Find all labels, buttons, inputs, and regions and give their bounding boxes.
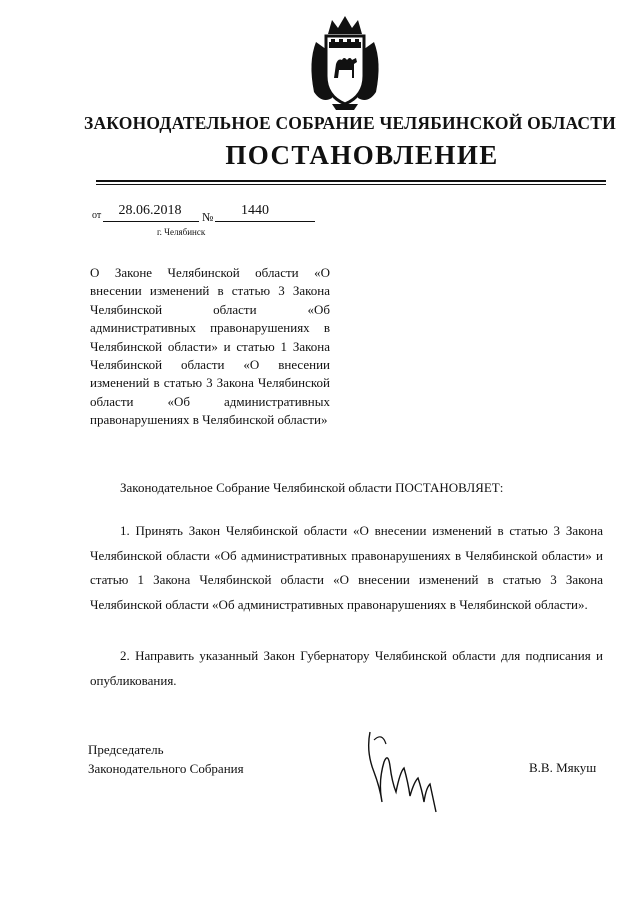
resolution-item-2: 2. Направить указанный Закон Губернатору Челябинской области для подписания и опубликования. — [90, 648, 603, 688]
document-number: 1440 — [241, 203, 269, 218]
number-label: № — [202, 210, 214, 224]
city-label: г. Челябинск — [157, 227, 206, 237]
signer-name: В.В. Мякуш — [529, 760, 597, 775]
date-underline — [103, 221, 199, 222]
coat-of-arms-icon — [302, 12, 388, 112]
signatory-title-line2: Законодательного Собрания — [88, 761, 244, 776]
document-type-heading: ПОСТАНОВЛЕНИЕ — [225, 140, 499, 170]
document-subject: О Законе Челябинской области «О внесении изменений в статью 3 Закона Челябинской области «Об административных правонарушениях в Челябинской области» и статью 1 Закона Челябинской области «О внесении изменений в статью 3 Закона Челябинской области «Об административных правонарушениях в Челябинской области» — [90, 265, 330, 428]
header-rule — [96, 180, 606, 182]
number-underline — [215, 221, 315, 222]
header-rule-thin — [96, 184, 606, 185]
document-date: 28.06.2018 — [118, 203, 182, 218]
signatory-title-line1: Председатель — [88, 742, 164, 757]
resolution-item-1: 1. Принять Закон Челябинской области «О внесении изменений в статью 3 Закона Челябинской области «Об административных правонарушениях в Челябинской области» и статью 1 Закона Челябинской области «О внесении изменений в статью 3 Закона Челябинской области «Об административных правонарушениях в Челябинской области». — [90, 523, 603, 612]
handwritten-signature-icon — [360, 722, 450, 818]
organization-title: ЗАКОНОДАТЕЛЬНОЕ СОБРАНИЕ ЧЕЛЯБИНСКОЙ ОБЛАСТИ — [84, 113, 616, 133]
preamble-paragraph: Законодательное Собрание Челябинской области ПОСТАНОВЛЯЕТ: — [120, 480, 504, 495]
date-prefix-label: от — [92, 210, 102, 221]
